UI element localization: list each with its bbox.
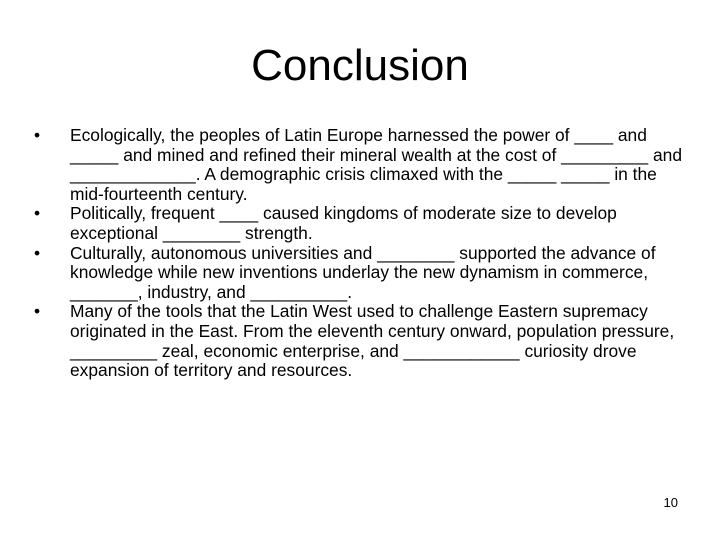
bullet-text: Many of the tools that the Latin West used to challenge Eastern supremacy originated in the East. From the eleventh century onward, population pressure, _________ zeal, economic enterprise, and ____________ curiosity drove expansion of territory and resources. bbox=[70, 301, 675, 381]
bullet-list bbox=[27, 126, 692, 381]
bullet-text: Politically, frequent ____ caused kingdoms of moderate size to develop exceptional ________ strength. bbox=[70, 203, 617, 243]
bullet-marker: • bbox=[33, 125, 41, 145]
bullet-item-ecology bbox=[27, 126, 692, 204]
bullet-marker: • bbox=[33, 301, 41, 322]
bullet-text: Culturally, autonomous universities and ________ supported the advance of knowledge while new inventions underlay the new dynamism in commerce, _______, industry, and __________. bbox=[70, 242, 656, 302]
bullet-item-politics bbox=[27, 204, 692, 243]
bullet-item-culture bbox=[27, 244, 692, 303]
bullet-item-tools bbox=[27, 302, 692, 380]
slide-number: 10 bbox=[663, 495, 678, 510]
bullet-marker: • bbox=[33, 242, 41, 263]
bullet-marker: • bbox=[33, 203, 41, 224]
bullet-text: Ecologically, the peoples of Latin Europe harnessed the power of ____ and _____ and mined and refined their mineral wealth at the cost of _________ and _____________. A demographic crisis climaxed with the _____ _____ in the mid-fourteenth century. bbox=[70, 125, 683, 204]
slide-title: Conclusion bbox=[251, 41, 469, 90]
